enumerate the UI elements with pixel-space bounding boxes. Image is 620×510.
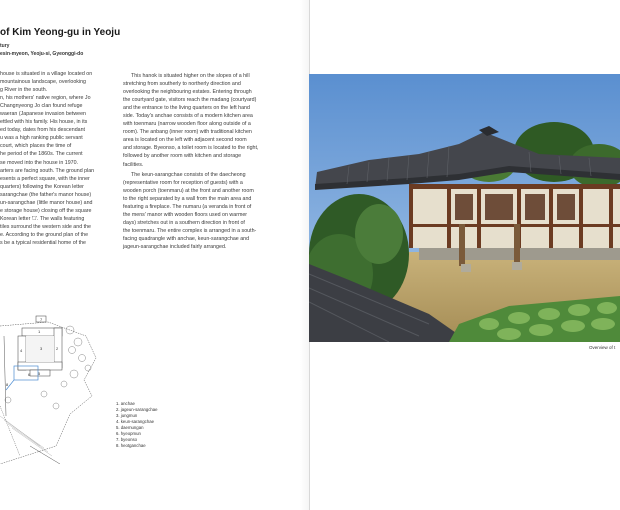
text-line: tiles surround the western side and the bbox=[0, 223, 91, 230]
legend-item: 4. keun-sarangchae bbox=[116, 418, 154, 424]
plan-label-7: 7 bbox=[40, 317, 43, 322]
text-line: room). The anbang (inner room) with traditional kitchen bbox=[123, 129, 252, 136]
text-line: Korean letter '□'. The walls featuring bbox=[0, 215, 85, 222]
text-line: e storage house) closing off the square bbox=[0, 207, 92, 214]
plan-label-4: 4 bbox=[20, 348, 23, 353]
legend-item: 1. anchae bbox=[116, 401, 135, 406]
text-line: facilities. bbox=[123, 161, 144, 168]
text-line: and the entrance to the living quarters on the left hand bbox=[123, 105, 250, 112]
text-line: ed today, dates from his descendant bbox=[0, 127, 85, 134]
address-line: esin-myeon, Yeoju-si, Gyeonggi-do bbox=[0, 51, 84, 57]
text-line: sarangchae (the father's manor house) bbox=[0, 191, 92, 198]
text-line: followed by another room with kitchen and storage bbox=[123, 153, 242, 160]
text-line: waeran (Japanese invasion between bbox=[0, 111, 86, 118]
legend-item: 3. jungmun bbox=[116, 412, 138, 418]
text-line: se moved into the house in 1970. bbox=[0, 159, 79, 166]
plan-label-8: 8 bbox=[6, 382, 9, 387]
text-line: The keun-sarangchae consists of the daecheong bbox=[131, 171, 246, 178]
text-line: featuring a fireplace. The numaru (a veranda in front of bbox=[123, 203, 252, 210]
text-column-left bbox=[0, 70, 110, 247]
text-line: esents a perfect square, with the inner bbox=[0, 175, 90, 182]
plan-label-6: 6 bbox=[28, 372, 31, 377]
photo-caption: Overview of t bbox=[589, 345, 616, 350]
text-line: e. According to the ground plan of the bbox=[0, 231, 89, 238]
text-line: side. Today's anchae consists of a modern kitchen area bbox=[123, 113, 253, 120]
text-line: quarters) following the Korean letter bbox=[0, 183, 84, 190]
text-line: the mens' manor with wooden floors used on warmer bbox=[123, 211, 248, 218]
text-line: ettled with his family. His house, in its bbox=[0, 119, 88, 126]
plan-label-2: 2 bbox=[56, 346, 59, 351]
text-line: wooden porch (toenmaru) at the front and another room bbox=[123, 187, 254, 194]
text-line: days) stretches out in a southern direction in front of bbox=[123, 219, 245, 226]
legend-item: 8. heotganchae bbox=[116, 442, 146, 448]
plan-label-3: 3 bbox=[40, 346, 43, 351]
legend-item: 2. jageun-sarangchae bbox=[116, 406, 158, 412]
ground-plan bbox=[0, 296, 104, 464]
text-line: he period of the 1860s. The current bbox=[0, 151, 83, 158]
text-line: stretching from southerly to northerly direction and bbox=[123, 81, 241, 88]
text-line: house is situated in a village located on bbox=[0, 71, 93, 77]
text-line: the courtyard gate, visitors reach the madang (courtyard) bbox=[123, 97, 257, 104]
text-line: jageun-sarangchae included fairly arranged. bbox=[123, 243, 227, 250]
legend-item: 6. hyeopmun bbox=[116, 430, 141, 436]
plan-label-1: 1 bbox=[38, 329, 41, 334]
gutter-shadow bbox=[300, 0, 309, 510]
text-line: s be a typical residential home of the bbox=[0, 239, 86, 246]
text-line: court, which places the time of bbox=[0, 143, 72, 150]
plan-legend bbox=[116, 401, 158, 449]
text-line: and storage. Byeonso, a toilet room is located to the right, bbox=[123, 145, 259, 152]
text-column-right bbox=[123, 72, 295, 251]
text-line: g River in the south. bbox=[0, 87, 48, 94]
text-line: area is located on the left with adjacent second room bbox=[123, 137, 247, 144]
period-line: tury bbox=[0, 43, 10, 49]
text-line: arters are facing south. The ground plan bbox=[0, 167, 95, 174]
legend-item: 5. daemungan bbox=[116, 424, 144, 430]
text-line: mountainous landscape, overlooking bbox=[0, 79, 86, 86]
text-line: with toenmaru (narrow wooden floor along outside of a bbox=[123, 121, 251, 128]
text-line: (representative room for reception of guests) with a bbox=[123, 179, 243, 186]
text-line: u was a high ranking public servant bbox=[0, 135, 83, 142]
text-line: overlooking the neighbouring estates. Entering through bbox=[123, 89, 252, 96]
text-line: This hanok is situated higher on the slopes of a hill bbox=[131, 73, 250, 79]
text-line: to the right separated by a wall from the main area and bbox=[123, 195, 252, 202]
page-title: of Kim Yeong-gu in Yeoju bbox=[0, 27, 121, 38]
text-line: Changnyeong Jo clan found refuge bbox=[0, 103, 83, 110]
text-line: n, his mothers' native region, where Jo bbox=[0, 95, 91, 102]
legend-item: 7. byeonso bbox=[116, 436, 138, 442]
text-line: facing quadrangle with anchae, keun-sarangchae and bbox=[123, 235, 250, 242]
text-line: un-sarangchae (little manor house) and bbox=[0, 199, 93, 206]
text-line: the toenmaru. The entire complex is arranged in a south- bbox=[123, 227, 257, 234]
plan-label-5: 5 bbox=[38, 371, 41, 376]
house-photo bbox=[309, 74, 620, 342]
